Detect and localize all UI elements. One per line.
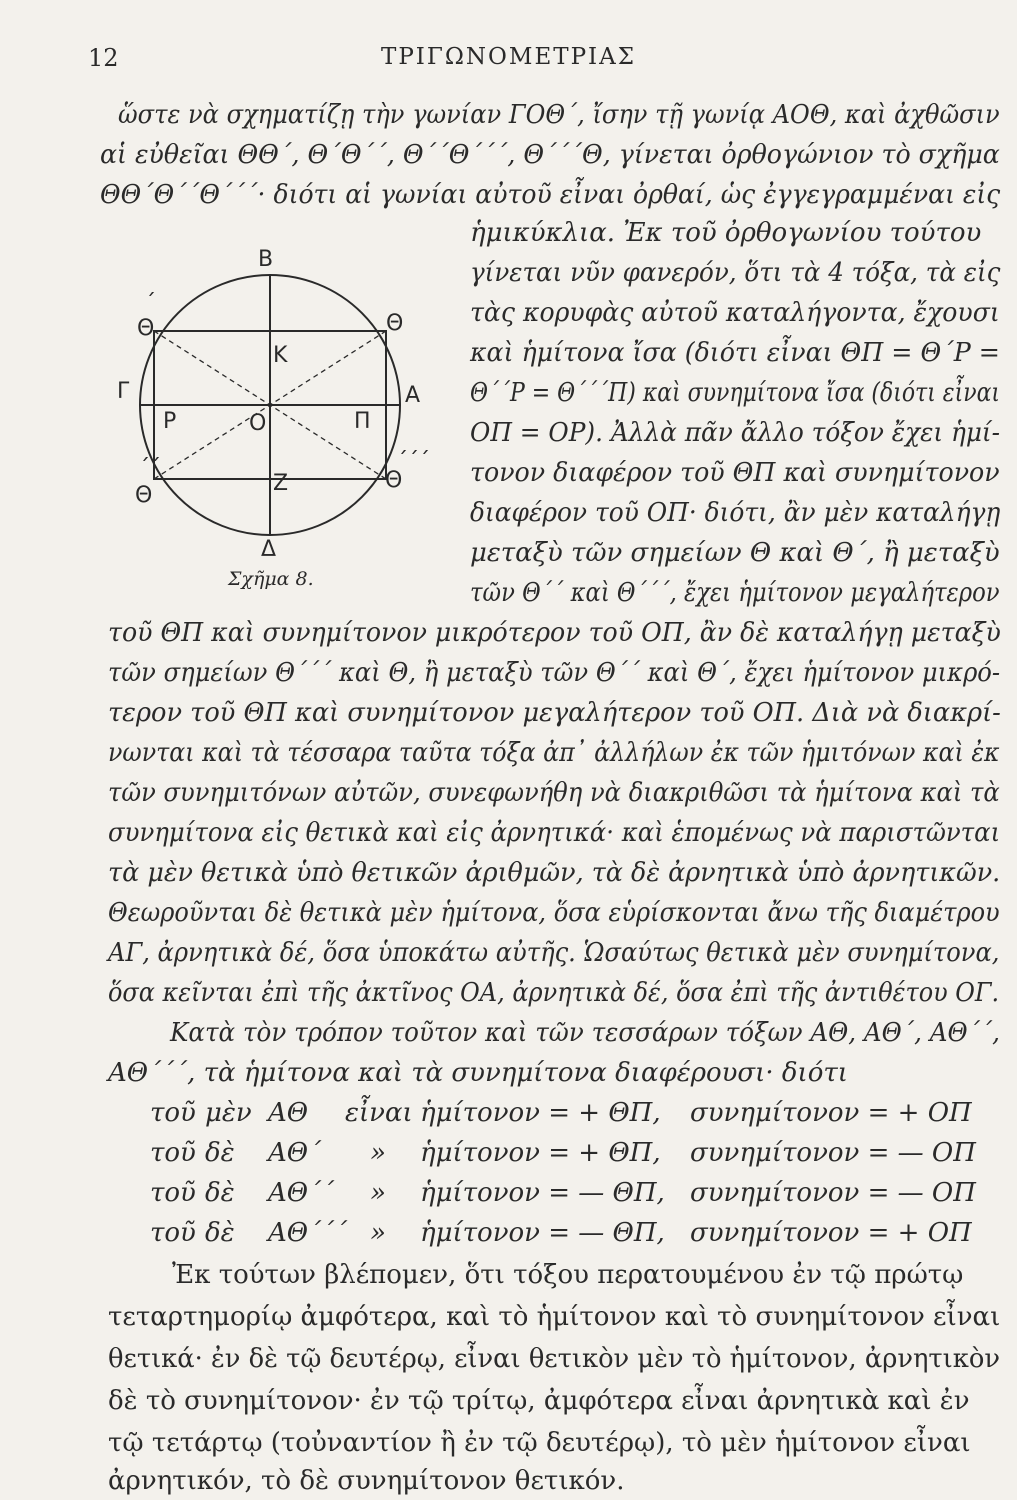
text-line: τερον τοῦ ΘΠ καὶ συνημίτονον μεγαλήτερον τοῦ ΟΠ. Διὰ νὰ διακρί- [108,698,1001,728]
text-line: ΘΘ΄Θ΄΄Θ΄΄΄· διότι αἱ γωνίαι αὐτοῦ εἶναι ὀρθαί, ὡς ἐγγεγραμμέναι εἰς [100,180,1001,210]
label-Delta: Δ [261,537,277,562]
text-line: τὰ μὲν θετικὰ ὑπὸ θετικῶν ἀριθμῶν, τὰ δὲ ἀρνητικὰ ὑπὸ ἀρνητικῶν. [108,858,1001,888]
text-line: ΑΓ, ἀρνητικὰ δέ, ὅσα ὑποκάτω αὐτῆς. Ὡσαύτως θετικὰ μὲν συνημίτονα, [108,938,1000,968]
table-cell: συνημίτονον = — ΟΠ [690,1178,976,1208]
unit-circle-diagram [115,240,445,595]
label-Z: Z [273,471,289,496]
text-line: ΑΘ΄΄΄, τὰ ἡμίτονα καὶ τὰ συνημίτονα διαφέρουσι· διότι [108,1058,848,1088]
label-theta-prime: Θ [137,316,155,341]
text-line: αἱ εὐθεῖαι ΘΘ΄, Θ΄Θ΄΄, Θ΄΄Θ΄΄΄, Θ΄΄΄Θ, γίνεται ὀρθογώνιον τὸ σχῆμα [100,140,1000,170]
table-cell: συνημίτονον = — ΟΠ [690,1138,976,1168]
text-line: τῷ τετάρτῳ (τοὐναντίον ἢ ἐν τῷ δευτέρῳ), τὸ μὲν ἡμίτονον εἶναι [108,1428,971,1458]
table-cell: ΑΘ΄΄ [268,1178,335,1208]
text-line: τῶν συνημιτόνων αὐτῶν, συνεφωνήθη νὰ διακριθῶσι τὰ ἡμίτονα καὶ τὰ [108,778,1000,808]
label-theta: Θ [386,311,404,336]
label-theta-triple-mark: ΄΄΄ [397,449,430,474]
text-line: τὰς κορυφὰς αὐτοῦ καταλήγοντα, ἔχουσι [470,298,1000,328]
text-line: Θεωροῦνται δὲ θετικὰ μὲν ἡμίτονα, ὅσα εὑρίσκονται ἄνω τῆς διαμέτρου [108,898,1000,928]
text-line: τονον διαφέρον τοῦ ΘΠ καὶ συνημίτονον [470,458,1000,488]
table-cell: εἶναι [345,1098,413,1128]
text-line: τῶν Θ΄΄ καὶ Θ΄΄΄, ἔχει ἡμίτονον μεγαλήτερον [470,578,1000,608]
table-cell: » [370,1138,386,1168]
label-Gamma: Γ [117,379,130,404]
text-line: γίνεται νῦν φανερόν, ὅτι τὰ 4 τόξα, τὰ εἰς [470,258,1001,288]
label-K: K [273,343,288,368]
label-theta-double: Θ [135,483,153,508]
table-cell: συνημίτονον = + ΟΠ [690,1098,972,1128]
running-title: ΤΡΙΓΩΝΟΜΕΤΡΙΑΣ [380,44,637,70]
text-line: τοῦ ΘΠ καὶ συνημίτονον μικρότερον τοῦ ΟΠ, ἂν δὲ καταλήγῃ μεταξὺ [108,618,1001,648]
table-cell: τοῦ [150,1218,196,1248]
table-cell: ΑΘ΄΄΄ [268,1218,348,1248]
text-line: Θ΄΄Ρ = Θ΄΄΄Π) καὶ συνημίτονα ἴσα (διότι εἶναι [470,378,1001,408]
page-number: 12 [88,44,119,72]
table-cell: » [370,1218,386,1248]
label-A: A [405,383,421,408]
page-header [0,40,1017,80]
text-line: τῶν σημείων Θ΄΄΄ καὶ Θ, ἢ μεταξὺ τῶν Θ΄΄ καὶ Θ΄, ἔχει ἡμίτονον μικρό- [108,658,1001,688]
table-cell: ἡμίτονον = + ΘΠ, [420,1098,661,1128]
table-cell: μὲν [205,1098,252,1128]
table-cell: » [370,1178,386,1208]
text-line: διαφέρον τοῦ ΟΠ· διότι, ἂν μὲν καταλήγῃ [470,498,1001,528]
table-cell: δὲ [205,1138,235,1168]
text-line: νωνται καὶ τὰ τέσσαρα ταῦτα τόξα ἀπ᾿ ἀλλήλων ἐκ τῶν ἡμιτόνων καὶ ἐκ [108,738,1000,768]
table-cell: ἡμίτονον = — ΘΠ, [420,1178,665,1208]
text-line: ἀρνητικόν, τὸ δὲ συνημίτονον θετικόν. [108,1466,625,1496]
text-line: τεταρτημορίῳ ἀμφότερα, καὶ τὸ ἡμίτονον καὶ τὸ συνημίτονον εἶναι [108,1302,1001,1332]
text-line: καὶ ἡμίτονα ἴσα (διότι εἶναι ΘΠ = Θ΄Ρ = [470,338,1000,368]
text-line: ἡμικύκλια. Ἐκ τοῦ ὀρθογωνίου τούτου [470,218,982,248]
label-B: B [258,247,274,272]
text-line: συνημίτονα εἰς θετικὰ καὶ εἰς ἀρνητικά· καὶ ἑπομένως νὰ παριστῶνται [108,818,1001,848]
label-Pi: Π [354,409,371,434]
table-cell: τοῦ [150,1178,196,1208]
text-line: θετικά· ἐν δὲ τῷ δευτέρῳ, εἶναι θετικὸν μὲν τὸ ἡμίτονον, ἀρνητικὸν [108,1344,1000,1374]
text-line: ὅσα κεῖνται ἐπὶ τῆς ἀκτῖνος ΟΑ, ἀρνητικὰ δέ, ὅσα ἐπὶ τῆς ἀντιθέτου ΟΓ. [108,978,1000,1008]
table-cell: ἡμίτονον = + ΘΠ, [420,1138,661,1168]
figure-caption: Σχῆμα 8. [228,568,314,590]
table-cell: συνημίτονον = + ΟΠ [690,1218,972,1248]
table-cell: ΑΘ [268,1098,309,1128]
table-cell: ἡμίτονον = — ΘΠ, [420,1218,665,1248]
text-line: Ἐκ τούτων βλέπομεν, ὅτι τόξου περατουμένου ἐν τῷ πρώτῳ [172,1260,964,1290]
label-theta-prime-mark: ΄ [145,291,156,316]
label-theta-double-mark: ΄΄ [139,456,161,481]
table-cell: τοῦ [150,1098,196,1128]
table-cell: δὲ [205,1178,235,1208]
label-O: O [249,411,267,436]
table-cell: τοῦ [150,1138,196,1168]
text-line: Κατὰ τὸν τρόπον τοῦτον καὶ τῶν τεσσάρων τόξων ΑΘ, ΑΘ΄, ΑΘ΄΄, [170,1018,1000,1048]
label-theta-triple: Θ [385,468,403,493]
figure-8 [115,240,445,595]
table-cell: ΑΘ΄ [268,1138,322,1168]
label-R: P [163,409,177,434]
text-line: δὲ τὸ συνημίτονον· ἐν τῷ τρίτῳ, ἀμφότερα εἶναι ἀρνητικὰ καὶ ἐν [108,1386,970,1416]
text-line: ὥστε νὰ σχηματίζῃ τὴν γωνίαν ΓΟΘ΄, ἴσην τῇ γωνίᾳ ΑΟΘ, καὶ ἀχθῶσιν [118,100,1000,130]
text-line: μεταξὺ τῶν σημείων Θ καὶ Θ΄, ἢ μεταξὺ [470,538,1000,568]
table-cell: δὲ [205,1218,235,1248]
text-line: ΟΠ = ΟΡ). Ἀλλὰ πᾶν ἄλλο τόξον ἔχει ἡμί- [470,418,1001,448]
